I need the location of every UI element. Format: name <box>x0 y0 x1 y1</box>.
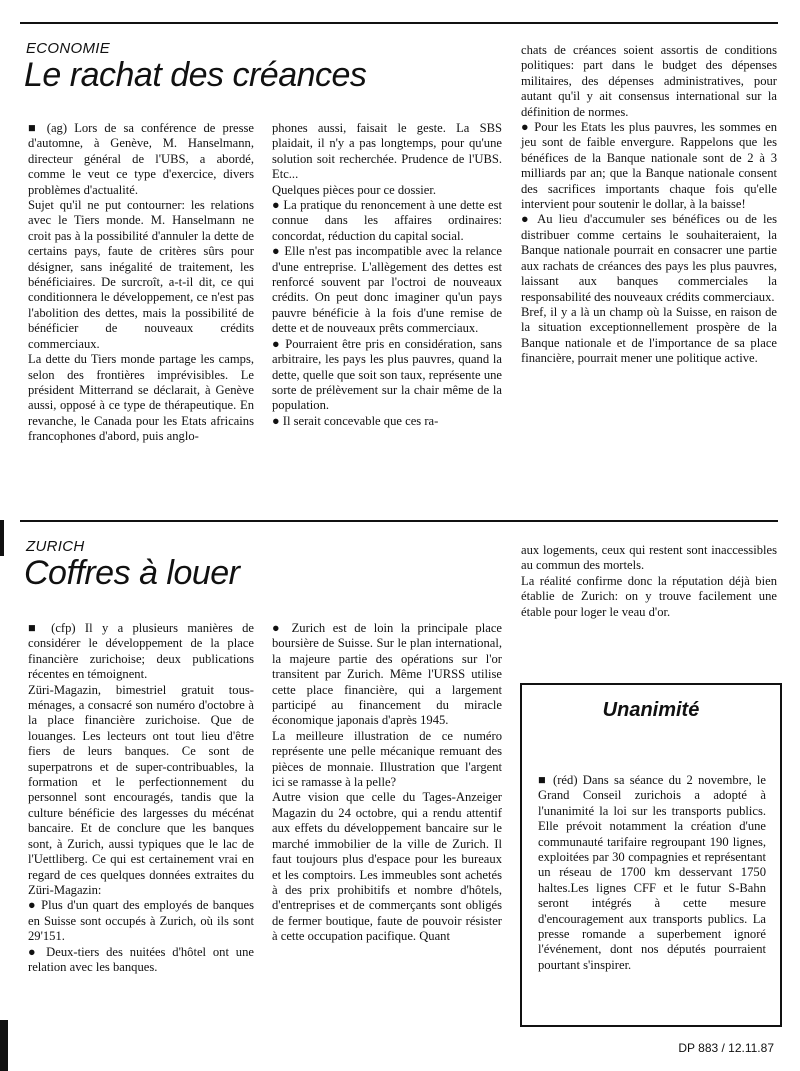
article2-paragraph: La meilleure illustration de ce numéro représente une pelle mécanique remuant des pièces de monnaie. Illustration que l'argent ici se ramasse à la pelle? <box>272 728 502 790</box>
sidebar-box-body <box>538 773 766 973</box>
article1-bullet: ● Au lieu d'accumuler ses bénéfices ou de les distribuer comme certains le souhaiteraient, la Banque nationale pourrait en consacrer une partie aux rachats de créances des pays les plus pauvres, laissant aux banques commerciales la responsabilité des nouveaux crédits commerciaux. <box>521 212 777 304</box>
article2-column-2 <box>272 621 502 945</box>
article2-paragraph: La réalité confirme donc la réputation déjà bien établie de Zurich: on y trouve facilement une étable pour loger le veau d'or. <box>521 573 777 619</box>
sidebar-box-text: ■ (réd) Dans sa séance du 2 novembre, le Grand Conseil zurichois a adopté à l'unanimité la loi sur les transports publics. Elle prévoit notamment la création d'une communauté tarifaire regroupant 190 lignes, exploitées par 30 compagnies et représentant un réseau de 1700 km desservant 1750 haltes.Les lignes CFF et le futur S-Bahn seront intégrés à cette mesure d'encouragement aux transports publics. La presse romande a superbement ignoré l'événement, dont nos députés pourraient pourtant s'inspirer. <box>538 773 766 972</box>
article1-paragraph: Quelques pièces pour ce dossier. <box>272 182 437 197</box>
article1-paragraph: ■ (ag) Lors de sa conférence de presse d'automne, à Genève, M. Hanselmann, directeur général de l'UBS, a abordé, comme le veut ce type d'exercice, divers problèmes d'actualité. <box>28 121 254 197</box>
top-rule <box>20 22 778 24</box>
article2-paragraph: Autre vision que celle du Tages-Anzeiger Magazin du 24 octobre, qui a rendu attentif aux effets du développement bancaire sur le marché immobilier de la ville de Zurich. Il faut toujours plus d'espace pour les bureaux et les comptoirs. Les immeubles sont achetés à des prix prohibitifs et nombre d'hôtels, d'entreprises et de commerçants sont obligés de fermer boutique, faute de pouvoir résister à cette occupation pacifique. Quant <box>272 790 502 944</box>
article2-bullet: ● Deux-tiers des nuitées d'hôtel ont une relation avec les banques. <box>28 944 254 974</box>
article1-paragraph: phones aussi, faisait le geste. La SBS plaidait, il n'y a pas longtemps, pour qu'une solution soit recherchée. Prudence de l'UBS. Etc... <box>272 121 502 182</box>
article1-paragraph: Sujet qu'il ne put contourner: les relations avec le Tiers monde. M. Hanselmann ne croit pas à la possibilité d'annuler la dette de certains pays, faute de critères sûrs pour désigner, sans inégalité de traitement, les bénéficiaires. De surcroît, a-t-il dit, ce qui conditionnera le développement, ce n'est pas l'abolition des dettes, mais la possibilité de bénéficier de nouveaux crédits commerciaux. <box>28 198 254 351</box>
article1-bullet: ● Pourraient être pris en considération, sans arbitraire, les pays les plus pauvres, quand la dette, quelle que soit son taux, représente une sorte de prélèvement sur la chair même de la population. <box>272 336 502 413</box>
article1-paragraph: chats de créances soient assortis de conditions politiques: part dans le budget des dépenses militaires, des dépenses administratives, pour autant qu'il y ait consensus international sur la définition de normes. <box>521 43 777 119</box>
middle-rule <box>20 520 778 522</box>
article1-bullet: ● Pour les Etats les plus pauvres, les sommes en jeu sont de faible envergure. Rappelons que les bénéfices de la Banque nationale sont de 2 à 3 milliards par an; que la Banque nationale consent des sacrifices importants chaque fois qu'elle intervient pour soutenir le dollar, à la baisse! <box>521 120 777 212</box>
article2-paragraph: aux logements, ceux qui restent sont inaccessibles au commun des mortels. <box>521 543 777 573</box>
article2-column-3 <box>521 543 777 620</box>
article1-paragraph: Bref, il y a là un champ où la Suisse, en raison de la situation exceptionnellement prospère de la Banque nationale et de l'importance de sa place financière, pourrait mener une politique active. <box>521 304 777 366</box>
article1-column-1 <box>28 121 254 445</box>
article2-paragraph: Züri-Magazin, bimestriel gratuit tous-ménages, a consacré son numéro d'octobre à la place financière zurichoise. Que de louanges. Les lecteurs ont tout lieu d'être fiers de leurs banques. Ce sont de superpatrons et de super-contribuables, la formation et le perfectionnement du personnel sont encouragés, tandis que la culture bénéficie des largesses du mécénat bancaire. Et de conclure que les banques sont, à Zurich, aussi typiques que le lac de l'Uettliberg. Ce qui est certainement vrai en regard de ces quelques données extraites du Züri-Magazin: <box>28 682 254 897</box>
sidebar-box-unanimite <box>520 683 782 1027</box>
section-label-economie: ECONOMIE <box>26 40 111 57</box>
page-edge-shadow <box>0 520 4 556</box>
article2-headline: Coffres à louer <box>24 554 240 592</box>
article2-column-1 <box>28 621 254 975</box>
article2-bullet: ● Plus d'un quart des employés de banques en Suisse sont occupés à Zurich, où ils sont 29'151. <box>28 898 254 944</box>
article2-paragraph: ■ (cfp) Il y a plusieurs manières de considérer le développement de la place financière zurichoise; deux publications récentes en témoignent. <box>28 621 254 682</box>
article1-headline: Le rachat des créances <box>24 56 367 94</box>
sidebar-box-title: Unanimité <box>602 699 700 721</box>
article1-bullet: ● La pratique du renoncement à une dette est connue dans les affaires ordinaires: concordat, réduction du capital social. <box>272 198 502 243</box>
page-edge-shadow <box>0 1020 8 1071</box>
section-label-zurich: ZURICH <box>26 538 85 555</box>
article2-bullet: ● Zurich est de loin la principale place boursière de Suisse. Sur le plan international, la majeure partie des opérations sur l'or transitent par Zurich. Même l'URSS utilise cette place financière, qui a largement participé au financement du miracle économique japonais d'après 1945. <box>272 621 502 728</box>
page-folio: DP 883 / 12.11.87 <box>678 1041 774 1055</box>
article1-paragraph: La dette du Tiers monde partage les camps, selon des frontières imprévisibles. Le président Mitterrand se déclarait, à Genève aussi, opposé à ce type de thérapeutique. En revanche, le Canada pour les Etats africains francophones d'abord, puis anglo- <box>28 352 254 444</box>
article1-bullet: ● Il serait concevable que ces ra- <box>272 413 439 428</box>
article1-bullet: ● Elle n'est pas incompatible avec la relance d'une entreprise. L'allègement des dettes est renforcé souvent par l'octroi de nouveaux crédits. On peut donc imaginer qu'un pays pauvre bénéficie à la fois d'une remise de dette et de nouveaux prêts commerciaux. <box>272 244 502 336</box>
article1-column-3 <box>521 43 777 367</box>
article1-column-2 <box>272 121 502 429</box>
